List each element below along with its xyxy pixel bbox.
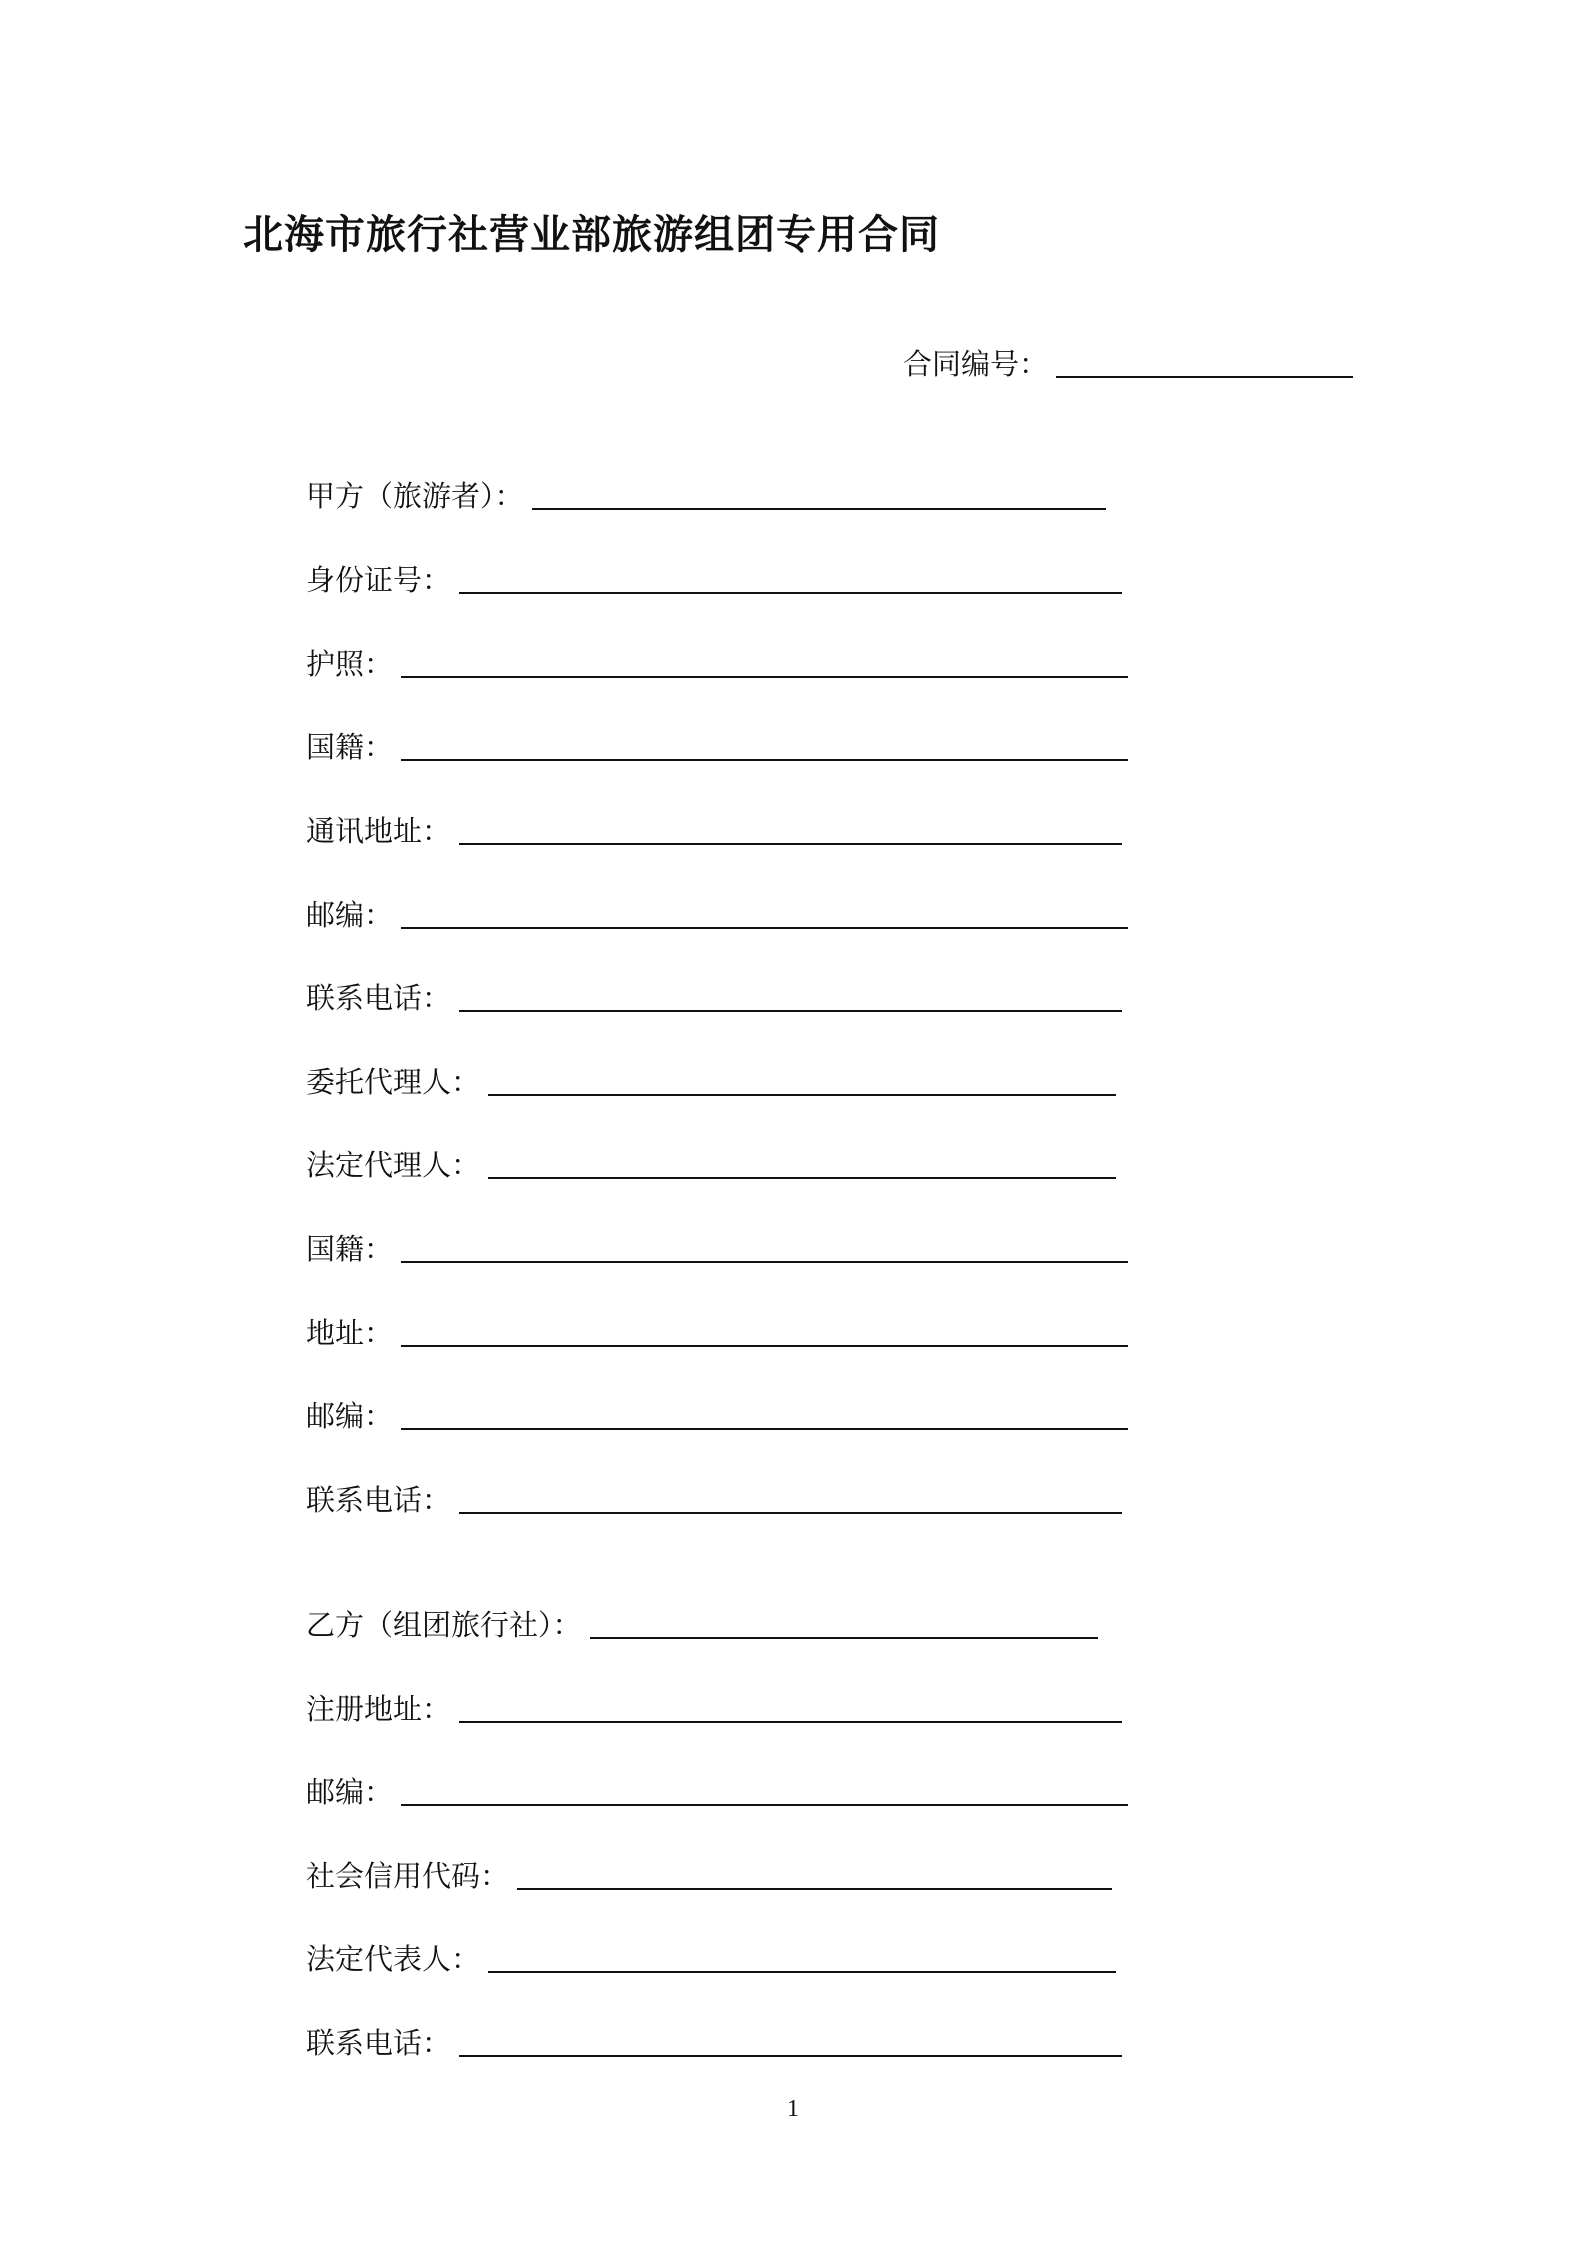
party-b-name-blank[interactable] [590,1637,1098,1639]
party-a-nationality-blank[interactable] [401,759,1128,761]
field-label: 邮编： [306,898,394,932]
party-a-agent-address-row [306,1303,1128,1353]
field-label: 国籍： [306,1232,394,1266]
field-label: 国籍： [306,730,394,764]
party-a-nationality-row [306,717,1128,767]
party-b-credit-code-row [306,1846,1112,1896]
field-label: 联系电话： [306,1483,452,1517]
party-a-agent-postcode-row [306,1386,1128,1436]
contract-number-row [903,334,1353,384]
page-title: 北海市旅行社营业部旅游组团专用合同 [243,212,940,258]
party-a-agent-row [306,1052,1116,1102]
party-a-id-blank[interactable] [459,592,1122,594]
party-b-legal-rep-blank[interactable] [488,1971,1116,1973]
field-label: 联系电话： [306,981,452,1015]
party-a-legal-agent-row [306,1135,1116,1185]
party-a-agent-nationality-blank[interactable] [401,1261,1128,1263]
party-a-phone-blank[interactable] [459,1010,1122,1012]
party-a-agent-postcode-blank[interactable] [401,1428,1128,1430]
party-a-agent-nationality-row [306,1219,1128,1269]
party-a-id-row [306,550,1122,600]
field-label: 甲方（旅游者）： [306,479,524,513]
party-a-agent-phone-row [306,1470,1122,1520]
contract-number-label: 合同编号： [903,347,1049,381]
field-label: 身份证号： [306,563,452,597]
party-b-phone-row [306,2013,1122,2063]
party-a-passport-blank[interactable] [401,676,1128,678]
field-label: 法定代理人： [306,1148,481,1182]
party-b-registered-address-blank[interactable] [459,1721,1122,1723]
page-number: 1 [787,2096,799,2122]
contract-number-blank[interactable] [1056,376,1353,378]
party-b-postcode-blank[interactable] [401,1804,1128,1806]
party-a-agent-blank[interactable] [488,1094,1116,1096]
party-b-name-row [306,1595,1098,1645]
party-a-postcode-blank[interactable] [401,927,1128,929]
party-a-postcode-row [306,885,1128,935]
party-a-address-row [306,801,1122,851]
field-label: 社会信用代码： [306,1859,510,1893]
party-b-legal-rep-row [306,1929,1116,1979]
field-label: 地址： [306,1316,394,1350]
party-b-credit-code-blank[interactable] [517,1888,1112,1890]
party-b-phone-blank[interactable] [459,2055,1122,2057]
field-label: 乙方（组团旅行社）： [306,1608,582,1642]
party-a-name-row [306,466,1106,516]
field-label: 法定代表人： [306,1942,481,1976]
field-label: 注册地址： [306,1692,452,1726]
party-a-passport-row [306,634,1128,684]
field-label: 护照： [306,647,394,681]
party-a-agent-phone-blank[interactable] [459,1512,1122,1514]
party-a-legal-agent-blank[interactable] [488,1177,1116,1179]
field-label: 邮编： [306,1399,394,1433]
field-label: 邮编： [306,1775,394,1809]
party-a-agent-address-blank[interactable] [401,1345,1128,1347]
party-a-name-blank[interactable] [532,508,1106,510]
party-b-registered-address-row [306,1679,1122,1729]
party-b-postcode-row [306,1762,1128,1812]
party-a-phone-row [306,968,1122,1018]
field-label: 通讯地址： [306,814,452,848]
field-label: 联系电话： [306,2026,452,2060]
party-a-address-blank[interactable] [459,843,1122,845]
field-label: 委托代理人： [306,1065,481,1099]
